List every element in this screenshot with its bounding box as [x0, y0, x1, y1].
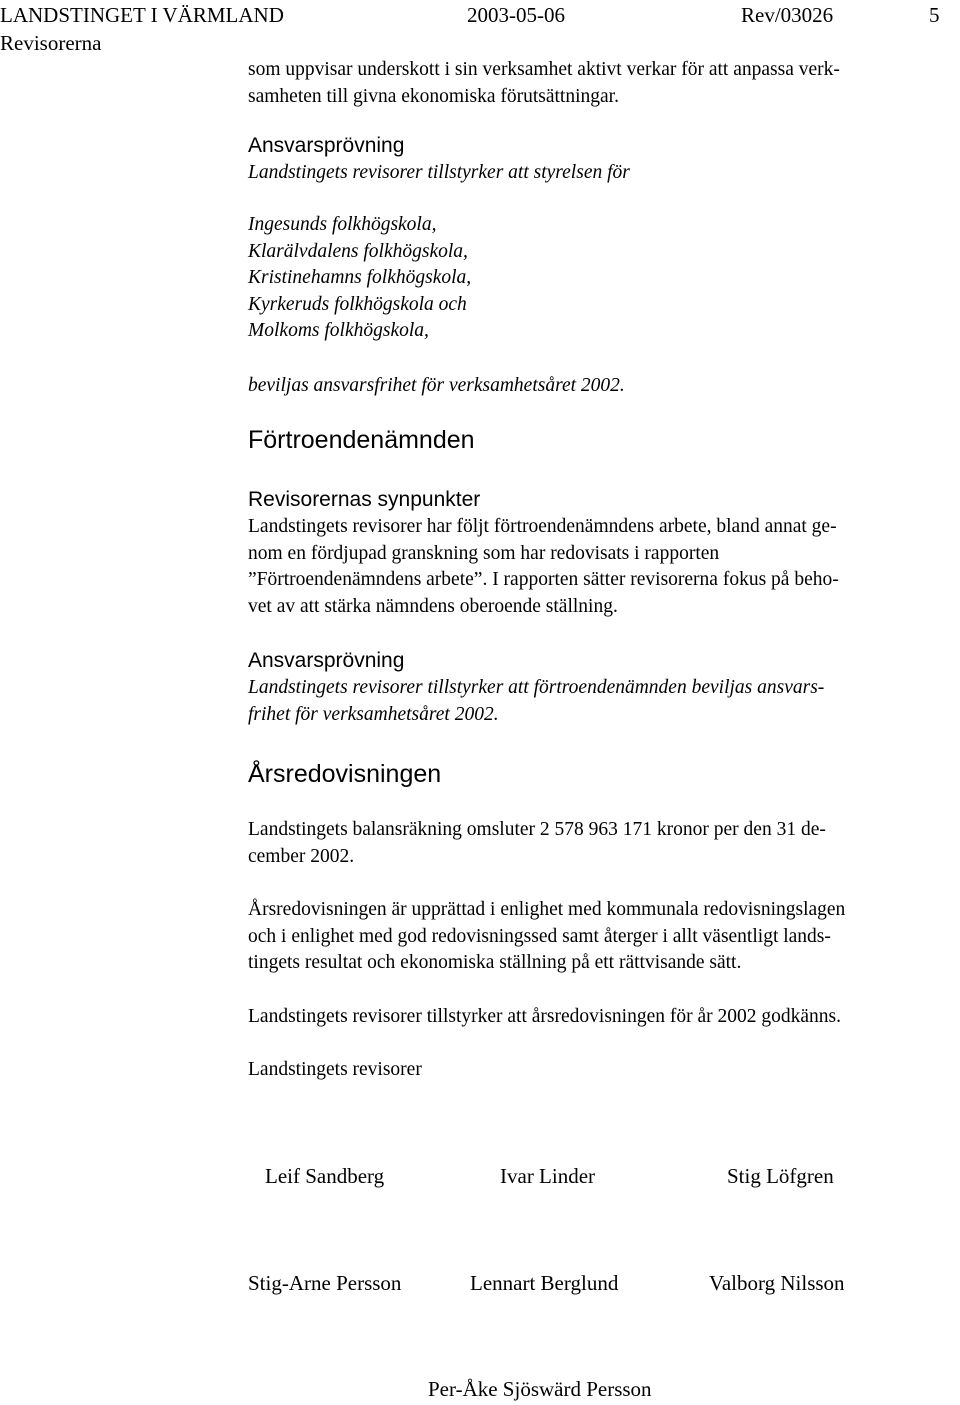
signature-name: Valborg Nilsson	[709, 1271, 845, 1295]
paragraph-line: frihet för verksamhetsåret 2002.	[248, 703, 499, 725]
paragraph-line: och i enlighet med god redovisningssed samt återger i allt väsentligt lands-	[248, 925, 831, 947]
list-item: Kristinehamns folkhögskola,	[248, 267, 472, 288]
ansvar-conclusion: beviljas ansvarsfrihet för verksamhetsåret 2002.	[248, 375, 625, 396]
paragraph-line: Landstingets balansräkning omsluter 2 578 963 171 kronor per den 31 de-	[248, 819, 826, 840]
page-number: 5	[929, 3, 940, 27]
school-list	[248, 212, 960, 345]
header-org: LANDSTINGET I VÄRMLAND	[0, 3, 284, 27]
paragraph-line: ”Förtroendenämndens arbete”. I rapporten sätter revisorerna fokus på beho-	[248, 569, 839, 590]
list-item: Molkoms folkhögskola,	[248, 320, 429, 341]
signatures-heading: Landstingets revisorer	[248, 1059, 422, 1080]
signature-name: Stig-Arne Persson	[248, 1271, 402, 1295]
intro-paragraph	[248, 57, 960, 110]
paragraph-line: cember 2002.	[248, 845, 355, 867]
paragraph-line: Årsredovisningen är upprättad i enlighet med kommunala redovisningslagen	[248, 899, 846, 920]
section-heading: Revisorernas synpunkter	[248, 488, 481, 511]
signature-name: Leif Sandberg	[265, 1164, 385, 1188]
header-date: 2003-05-06	[467, 3, 565, 27]
body-paragraph: Landstingets revisorer tillstyrker att årsredovisningen för år 2002 godkänns.	[248, 1006, 841, 1027]
header-ref: Rev/03026	[741, 3, 834, 27]
paragraph-line: nom en fördjupad granskning som har redovisats i rapporten	[248, 542, 720, 564]
list-item: Kyrkeruds folkhögskola och	[248, 293, 467, 315]
signature-name: Lennart Berglund	[470, 1271, 619, 1295]
signature-name: Ivar Linder	[500, 1164, 596, 1188]
section-heading: Ansvarsprövning	[248, 134, 405, 157]
list-item: Klarälvdalens folkhögskola,	[248, 240, 468, 262]
list-item: Ingesunds folkhögskola,	[248, 214, 437, 235]
intro-line: samheten till givna ekonomiska förutsättningar.	[248, 85, 619, 107]
ansvar-lead: Landstingets revisorer tillstyrker att styrelsen för	[248, 162, 630, 183]
body-paragraph	[248, 514, 960, 620]
paragraph-line: vet av att stärka nämndens oberoende ställning.	[248, 595, 618, 617]
ansvar-paragraph	[248, 675, 960, 728]
section-title: Förtroendenämnden	[248, 426, 475, 454]
body-paragraph	[248, 817, 960, 870]
paragraph-line: Landstingets revisorer tillstyrker att förtroendenämnden beviljas ansvars-	[248, 677, 825, 698]
signature-name: Per-Åke Sjöswärd Persson	[428, 1377, 652, 1401]
intro-line: som uppvisar underskott i sin verksamhet aktivt verkar för att anpassa verk-	[248, 59, 840, 80]
signature-name: Stig Löfgren	[727, 1164, 834, 1188]
paragraph-line: tingets resultat och ekonomiska ställning på ett rättvisande sätt.	[248, 952, 742, 973]
section-heading: Ansvarsprövning	[248, 649, 405, 672]
section-title: Årsredovisningen	[248, 760, 442, 788]
body-paragraph	[248, 897, 960, 977]
paragraph-line: Landstingets revisorer har följt förtroendenämndens arbete, bland annat ge-	[248, 516, 837, 537]
header-section: Revisorerna	[0, 31, 102, 55]
